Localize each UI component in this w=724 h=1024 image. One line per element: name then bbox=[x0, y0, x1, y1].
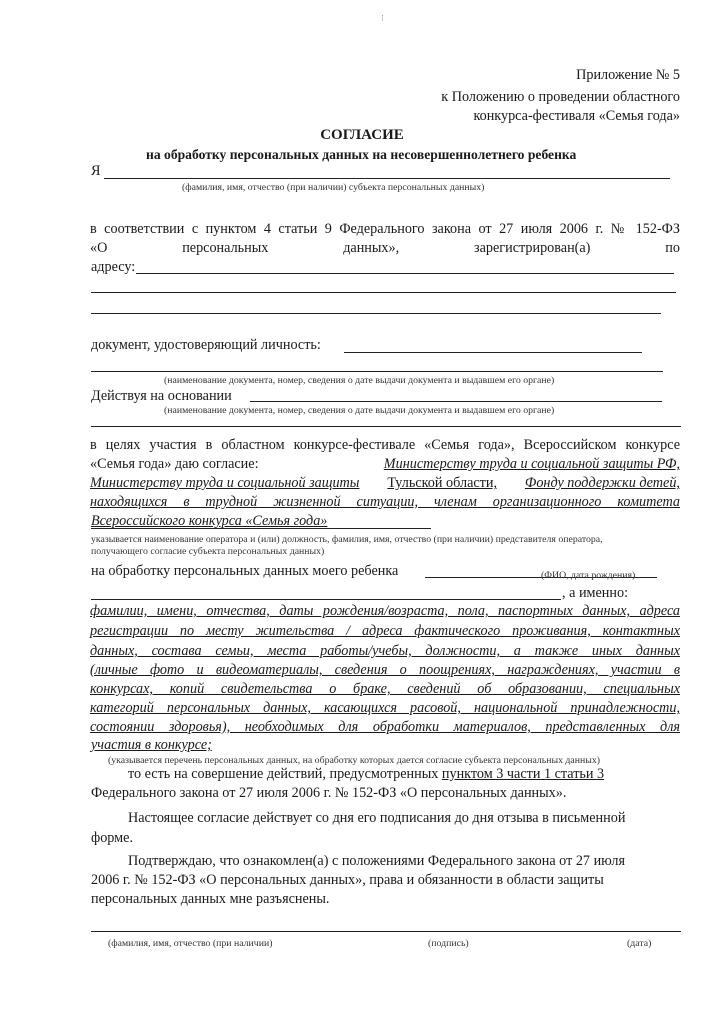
data-list-line: категорий персональных данных, касающихся расовой, национальной принадлежности, bbox=[90, 700, 680, 716]
basis-label: Действуя на основании bbox=[91, 388, 232, 404]
operator-caption-1: указывается наименование оператора и (или) должность, фамилия, имя, отчество (при наличии) представителя оператора, bbox=[91, 534, 603, 545]
law-word: зарегистрирован(а) bbox=[474, 240, 591, 256]
appendix-contest: конкурса-фестиваля «Семья года» bbox=[473, 108, 680, 124]
operator-fund: Фонду поддержки детей, bbox=[524, 475, 680, 491]
operator-ministry-region: Министерству труда и социальной защиты bbox=[90, 475, 360, 491]
confirm-line-3: персональных данных мне разъяснены. bbox=[91, 891, 330, 907]
law-word: персональных bbox=[182, 240, 269, 256]
address-line-1[interactable] bbox=[136, 273, 674, 274]
operator-caption-2: получающего согласие субъекта персональных данных) bbox=[91, 546, 325, 557]
data-list-last-line: участия в конкурсе; bbox=[91, 737, 212, 753]
operator-underline bbox=[91, 528, 431, 529]
law-line-2 bbox=[90, 240, 680, 257]
child-label: на обработку персональных данных моего ребенка bbox=[91, 563, 399, 579]
appendix-number: Приложение № 5 bbox=[576, 67, 680, 83]
actions-line-2: Федерального закона от 27 июля 2006 г. № 152-ФЗ «О персональных данных». bbox=[91, 785, 567, 801]
identity-document-line[interactable] bbox=[344, 352, 642, 353]
signature-date-caption: (дата) bbox=[627, 938, 652, 949]
address-line-3[interactable] bbox=[91, 313, 661, 314]
validity-line-1: Настоящее согласие действует со дня его подписания до дня отзыва в письменной bbox=[128, 810, 626, 826]
operator-ministry-rf: Министерству труда и социальной защиты РФ, bbox=[383, 456, 680, 472]
data-list-caption: (указывается перечень персональных данных, на обработку которых дается согласие субъекта персональных данных) bbox=[108, 755, 600, 766]
subject-prefix: Я bbox=[91, 163, 101, 179]
actions-plain: то есть на совершение действий, предусмотренных bbox=[128, 766, 439, 782]
data-list-line: регистрации по месту жительства / адреса фактического проживания, контактных bbox=[90, 623, 680, 639]
signature-name-caption: (фамилия, имя, отчество (при наличии) bbox=[108, 938, 273, 949]
subject-caption: (фамилия, имя, отчество (при наличии) субъекта персональных данных) bbox=[182, 182, 485, 193]
consent-line-1: в целях участия в областном конкурсе-фестивале «Семья года», Всероссийском конкурсе bbox=[90, 437, 680, 453]
data-list-line: состоянии здоровья), необходимых для обработки материалов, представленных для bbox=[90, 719, 680, 735]
consent-plain: «Семья года» даю согласие: bbox=[90, 456, 259, 472]
consent-line-2 bbox=[90, 456, 680, 473]
identity-document-line-2[interactable] bbox=[91, 371, 663, 372]
law-line-1: в соответствии с пунктом 4 статьи 9 Федерального закона от 27 июля 2006 г. № 152-ФЗ bbox=[90, 221, 680, 237]
data-list-line: фамилии, имени, отчества, даты рождения/возраста, пола, паспортных данных, адреса bbox=[90, 603, 680, 619]
operator-region: Тульской области, bbox=[387, 475, 497, 491]
law-word: «О bbox=[90, 240, 108, 256]
consent-line-4: находящихся в трудной жизненной ситуации, членам организационного комитета bbox=[90, 494, 680, 510]
basis-caption: (наименование документа, номер, сведения о дате выдачи документа и выдавшем его органе) bbox=[164, 405, 555, 416]
child-name-line-2[interactable] bbox=[91, 599, 561, 600]
actions-underlined: пунктом 3 части 1 статьи 3 bbox=[441, 766, 605, 782]
data-list-line: данных, состава семьи, места работы/учебы, должности, а также иных данных bbox=[90, 643, 680, 659]
scan-speck-icon: ⁝ bbox=[381, 13, 384, 23]
basis-line[interactable] bbox=[250, 401, 662, 402]
actions-line-1 bbox=[128, 766, 604, 783]
consent-line-3 bbox=[90, 475, 680, 492]
data-list-line: (личные фото и видеоматериалы, сведения о поощрениях, награждениях, участии в bbox=[90, 662, 680, 678]
validity-line-2: форме. bbox=[91, 830, 133, 846]
child-suffix: , а именно: bbox=[562, 585, 629, 601]
document-title: СОГЛАСИЕ bbox=[320, 127, 404, 143]
consent-line-5: Всероссийского конкурса «Семья года» bbox=[91, 513, 328, 529]
signature-line[interactable] bbox=[91, 931, 681, 932]
address-line-2[interactable] bbox=[91, 292, 676, 293]
basis-line-2[interactable] bbox=[91, 426, 681, 427]
identity-document-label: документ, удостоверяющий личность: bbox=[91, 337, 321, 353]
address-label: адресу: bbox=[91, 259, 136, 275]
law-word: по bbox=[665, 240, 680, 256]
law-word: данных», bbox=[343, 240, 400, 256]
data-list-line: конкурсах, копий свидетельства о браке, сведений об образовании, специальных bbox=[90, 681, 680, 697]
confirm-line-1: Подтверждаю, что ознакомлен(а) с положениями Федерального закона от 27 июля bbox=[128, 853, 626, 869]
appendix-reference: к Положению о проведении областного bbox=[441, 89, 680, 105]
child-caption: (ФИО, дата рождения) bbox=[541, 570, 636, 581]
subject-name-line[interactable] bbox=[104, 178, 670, 179]
confirm-line-2: 2006 г. № 152-ФЗ «О персональных данных», права и обязанности в области защиты bbox=[91, 872, 604, 888]
signature-sign-caption: (подпись) bbox=[428, 938, 469, 949]
document-subtitle: на обработку персональных данных на несовершеннолетнего ребенка bbox=[146, 147, 577, 162]
identity-document-caption: (наименование документа, номер, сведения о дате выдачи документа и выдавшем его органе) bbox=[164, 375, 555, 386]
